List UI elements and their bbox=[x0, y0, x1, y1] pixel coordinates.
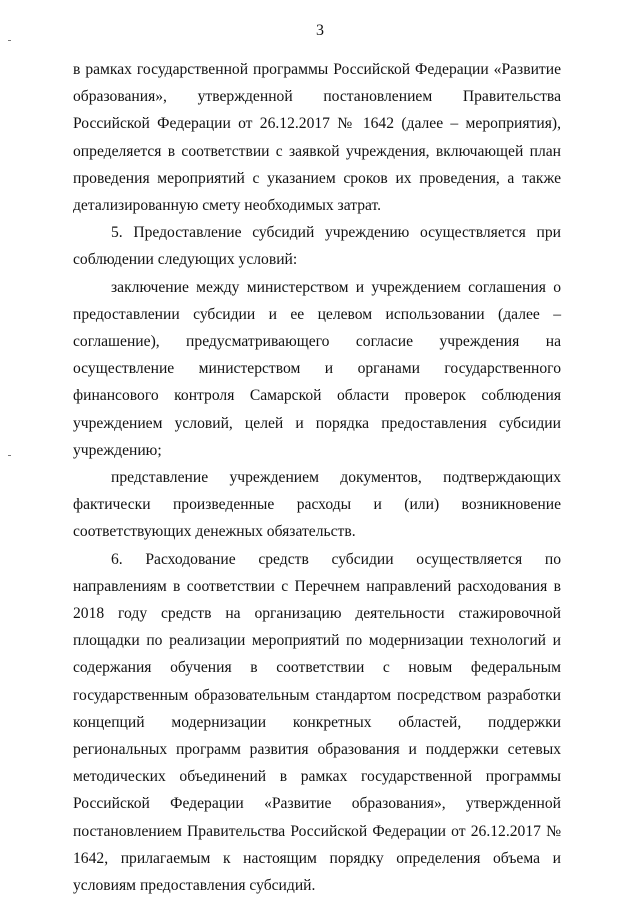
paragraph-clause-5: 5. Предоставление субсидий учреждению осуществляется при соблюдении следующих условий: bbox=[73, 224, 561, 269]
paragraph-condition-agreement: заключение между министерством и учреждением соглашения о предоставлении субсидии и ее целевом использовании (далее – соглашение), предусматривающего согласие учреждения на осуществление министерством и органами государственного финансового контроля Самарской области проверок соблюдения учреждением условий, целей и порядка предоставления субсидии учреждению; bbox=[73, 278, 561, 459]
paragraph-condition-documents: представление учреждением документов, подтверждающих фактически произведенные расходы и (или) возникновение соответствующих денежных обязательств. bbox=[73, 469, 561, 541]
document-body bbox=[73, 56, 561, 899]
margin-mark bbox=[8, 455, 11, 456]
page-number: 3 bbox=[316, 22, 324, 39]
paragraph-continuation: в рамках государственной программы Российской Федерации «Развитие образования», утвержденной постановлением Правительства Российской Федерации от 26.12.2017 № 1642 (далее – мероприятия), определяется в соответствии с заявкой учреждения, включающей план проведения мероприятий с указанием сроков их проведения, а также детализированную смету необходимых затрат. bbox=[73, 61, 561, 215]
margin-mark bbox=[8, 40, 11, 41]
paragraph-clause-6: 6. Расходование средств субсидии осуществляется по направлениям в соответствии с Перечнем направлений расходования в 2018 году средств на организацию деятельности стажировочной площадки по реализации мероприятий по модернизации технологий и содержания обучения в соответствии с новым федеральным государственным образовательным стандартом посредством разработки концепций модернизации конкретных областей, поддержки региональных программ развития образования и поддержки сетевых методических объединений в рамках государственной программы Российской Федерации «Развитие образования», утвержденной постановлением Правительства Российской Федерации от 26.12.2017 № 1642, прилагаемым к настоящим порядку определения объема и условиям предоставления субсидий. bbox=[73, 550, 561, 895]
